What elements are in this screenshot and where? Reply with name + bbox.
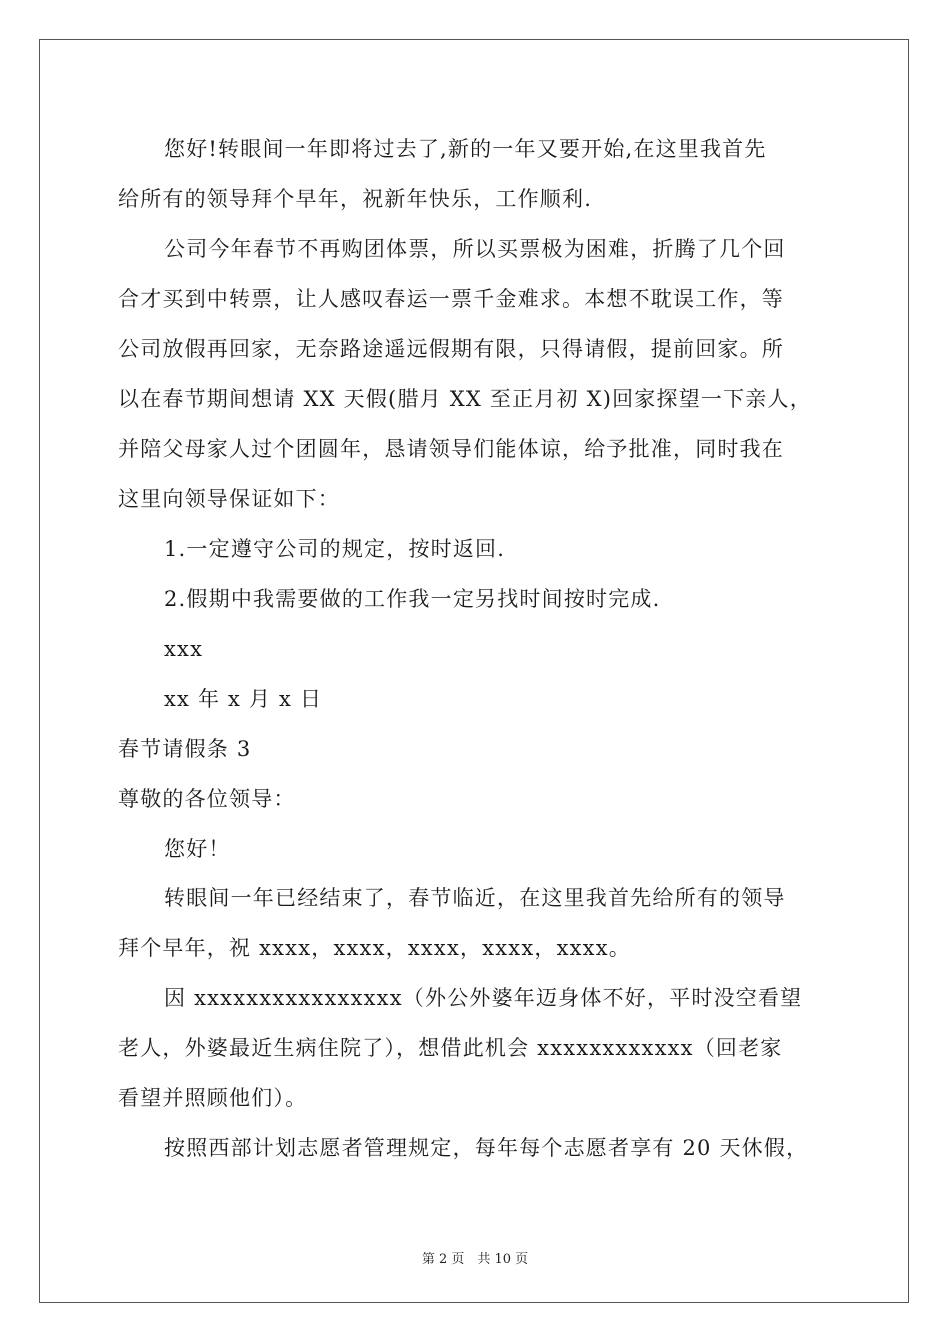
signature-date: xx 年 x 月 x 日	[164, 687, 323, 711]
body-line: 并陪父母家人过个团圆年，恳请领导们能体谅，给予批准，同时我在	[118, 437, 784, 461]
body-line: 公司放假再回家，无奈路途遥远假期有限，只得请假，提前回家。所	[118, 337, 784, 361]
greeting: 您好！	[164, 837, 231, 861]
body-line: 公司今年春节不再购团体票，所以买票极为困难，折腾了几个回	[164, 237, 786, 261]
signature-name: xxx	[164, 637, 204, 661]
body-line: 老人，外婆最近生病住院了），想借此机会 xxxxxxxxxxxx（回老家	[118, 1036, 783, 1060]
page-number-footer: 第 2 页 共 10 页	[421, 1252, 529, 1267]
salutation: 尊敬的各位领导：	[118, 787, 296, 811]
body-line: 合才买到中转票，让人感叹春运一票千金难求。本想不耽误工作，等	[118, 287, 784, 311]
body-line: 因 xxxxxxxxxxxxxxxx（外公外婆年迈身体不好，平时没空看望	[164, 986, 803, 1010]
page-border	[39, 39, 909, 1303]
body-line: 您好!转眼间一年即将过去了,新的一年又要开始,在这里我首先	[164, 137, 767, 161]
body-line: 这里向领导保证如下：	[118, 487, 340, 511]
body-line: 给所有的领导拜个早年，祝新年快乐，工作顺利.	[118, 187, 593, 211]
section-title: 春节请假条 3	[118, 737, 252, 761]
body-line: 以在春节期间想请 XX 天假(腊月 XX 至正月初 X)回家探望一下亲人，	[118, 387, 812, 411]
list-item: 2.假期中我需要做的工作我一定另找时间按时完成.	[164, 587, 661, 611]
list-item: 1.一定遵守公司的规定，按时返回.	[164, 537, 506, 561]
body-line: 转眼间一年已经结束了，春节临近，在这里我首先给所有的领导	[164, 886, 786, 910]
body-line: 按照西部计划志愿者管理规定，每年每个志愿者享有 20 天休假，	[164, 1136, 809, 1160]
body-line: 看望并照顾他们）。	[118, 1086, 308, 1110]
body-line: 拜个早年，祝 xxxx，xxxx，xxxx，xxxx，xxxx。	[118, 936, 631, 960]
